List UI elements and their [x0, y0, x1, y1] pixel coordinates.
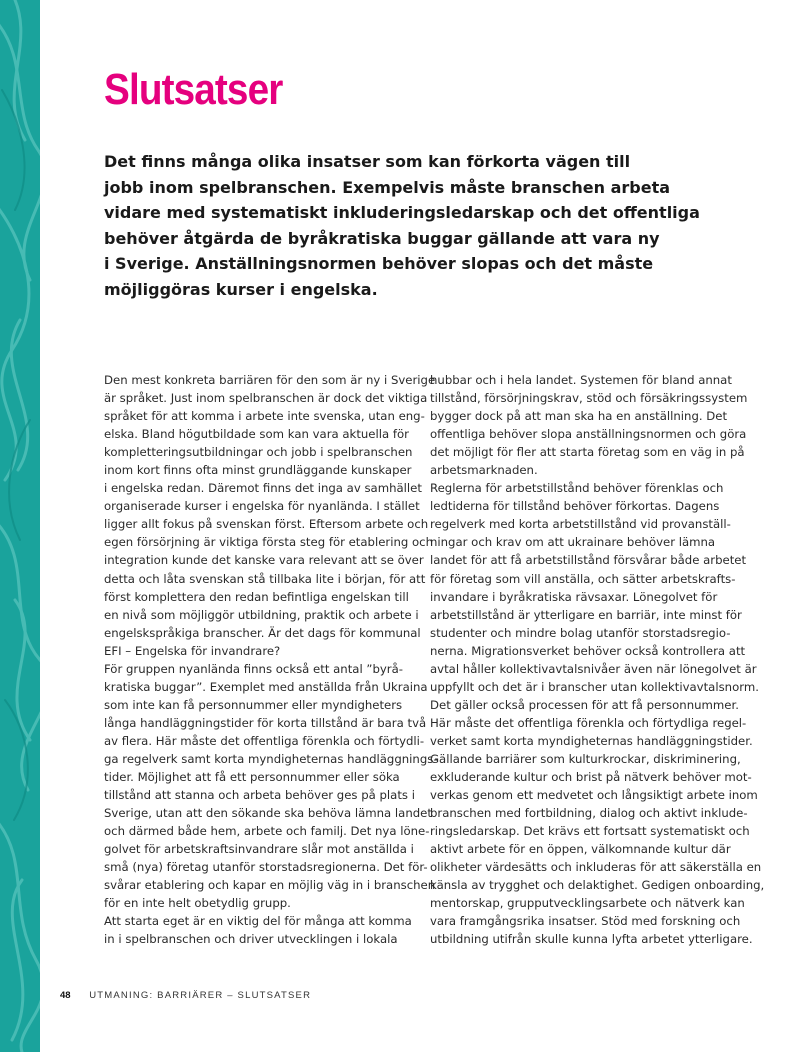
- body-line: För gruppen nyanlända finns också ett antal ”byrå-: [104, 661, 403, 676]
- body-line: kompletteringsutbildningar och jobb i spelbranschen: [104, 445, 413, 460]
- body-line: ligger allt fokus på svenskan först. Eftersom arbete och: [104, 517, 429, 532]
- lead-line: möjliggöras kurser i engelska.: [104, 279, 378, 299]
- body-line: arbetstillstånd är ytterligare en barriär, inte minst för: [430, 607, 742, 622]
- body-line: tillstånd, försörjningskrav, stöd och försäkringssystem: [430, 391, 748, 406]
- body-line: organiserade kurser i engelska för nyanlända. I stället: [104, 499, 420, 514]
- body-line: engelskspråkiga branscher. Är det dags för kommunal: [104, 625, 421, 640]
- body-line: svårar etablering och kapar en möjlig väg in i branschen: [104, 878, 436, 893]
- lead-paragraph: [104, 149, 724, 302]
- body-column-left: [104, 371, 438, 949]
- body-line: är språket. Just inom spelbranschen är dock det viktiga: [104, 391, 428, 406]
- body-column-right: [430, 371, 765, 949]
- body-line: först komplettera den redan befintliga engelskan till: [104, 589, 409, 604]
- body-line: som inte kan få personnummer eller myndigheters: [104, 697, 403, 712]
- body-line: arbetsmarknaden.: [430, 463, 538, 478]
- body-line: ga regelverk samt korta myndigheternas handläggnings-: [104, 751, 438, 766]
- body-line: Att starta eget är en viktig del för många att komma: [104, 914, 412, 929]
- body-line: branschen med fortbildning, dialog och aktivt inklude-: [430, 806, 748, 821]
- lead-line: vidare med systematiskt inkluderingsledarskap och det offentliga: [104, 203, 700, 222]
- page-footer: [60, 990, 311, 1001]
- body-line: olikheter värdesätts och inkluderas för att säkerställa en: [430, 860, 762, 875]
- body-line: ledtiderna för tillstånd behöver förkortas. Dagens: [430, 499, 720, 514]
- body-line: landet för att få arbetstillstånd försvårar både arbetet: [430, 553, 747, 568]
- body-line: vara framgångsrika insatser. Stöd med forskning och: [430, 914, 741, 929]
- body-line: Gällande barriärer som kulturkrockar, diskriminering,: [430, 751, 741, 766]
- body-line: Sverige, utan att den sökande ska behöva lämna landet: [104, 806, 432, 821]
- body-line: in i spelbranschen och driver utvecklingen i lokala: [104, 932, 398, 947]
- body-line: elska. Bland högutbildade som kan vara aktuella för: [104, 427, 409, 442]
- decorative-sidebar: [0, 0, 40, 1052]
- body-line: Här måste det offentliga förenkla och förtydliga regel-: [430, 715, 747, 730]
- body-line: tillstånd att stanna och arbeta behöver ges på plats i: [104, 788, 415, 803]
- body-line: Det gäller också processen för att få personnummer.: [430, 697, 739, 712]
- body-line: EFI – Engelska för invandrare?: [104, 643, 281, 658]
- page-number: 48: [60, 990, 71, 1001]
- body-line: offentliga behöver slopa anställningsnormen och göra: [430, 427, 747, 442]
- lead-line: i Sverige. Anställningsnormen behöver slopas och det måste: [104, 254, 654, 273]
- body-line: i engelska redan. Däremot finns det inga av samhället: [104, 481, 422, 496]
- body-line: och därmed både hem, arbete och familj. Det nya löne-: [104, 824, 430, 839]
- body-line: för företag som vill anställa, och sätter arbetskrafts-: [430, 571, 736, 586]
- body-line: språket för att komma i arbete inte svenska, utan eng-: [104, 409, 425, 424]
- body-line: ningar och krav om att ukrainare behöver lämna: [430, 535, 716, 550]
- body-line: integration kunde det kanske vara relevant att se över: [104, 553, 424, 568]
- body-line: aktivt arbete för en öppen, välkomnande kultur där: [430, 842, 731, 857]
- body-line: nerna. Migrationsverket behöver också kontrollera att: [430, 643, 746, 658]
- body-line: uppfyllt och det är i branscher utan kollektivavtalsnorm.: [430, 679, 759, 694]
- body-line: inom kort finns ofta minst grundläggande kunskaper: [104, 463, 412, 478]
- swirl-pattern-icon: [0, 0, 40, 1052]
- body-line: golvet för arbetskraftsinvandrare slår mot anställda i: [104, 842, 414, 857]
- body-line: Reglerna för arbetstillstånd behöver förenklas och: [430, 481, 724, 496]
- body-line: ringsledarskap. Det krävs ett fortsatt systematiskt och: [430, 824, 750, 839]
- running-header: UTMANING: BARRIÄRER – SLUTSATSER: [89, 990, 312, 1001]
- body-line: små (nya) företag utanför storstadsregionerna. Det för-: [104, 860, 428, 875]
- body-line: studenter och mindre bolag utanför storstadsregio-: [430, 625, 731, 640]
- lead-line: Det finns många olika insatser som kan förkorta vägen till: [104, 152, 631, 171]
- body-line: för en inte helt obetydlig grupp.: [104, 896, 291, 911]
- body-line: verkas genom ett medvetet och långsiktigt arbete inom: [430, 788, 758, 803]
- body-line: det möjligt för fler att starta företag som en väg in på: [430, 445, 745, 460]
- body-line: utbildning utifrån skulle kunna lyfta arbetet ytterligare.: [430, 932, 753, 947]
- body-line: Den mest konkreta barriären för den som är ny i Sverige: [104, 373, 436, 387]
- body-line: verket samt korta myndigheternas handläggningstider.: [430, 733, 753, 748]
- page-title: Slutsatser: [104, 65, 283, 114]
- body-line: avtal håller kollektivavtalsnivåer även när lönegolvet är: [430, 661, 757, 676]
- lead-line: behöver åtgärda de byråkratiska buggar gällande att vara ny: [104, 228, 660, 248]
- body-line: mentorskap, grupputvecklingsarbete och nätverk kan: [430, 896, 745, 911]
- body-line: exkluderande kultur och brist på nätverk behöver mot-: [430, 770, 752, 785]
- body-line: långa handläggningstider för korta tillstånd är bara två: [104, 715, 427, 730]
- body-line: invandare i byråkratiska rävsaxar. Lönegolvet för: [430, 589, 718, 604]
- body-line: detta och låta svenskan stå tillbaka lite i början, för att: [104, 571, 426, 586]
- body-line: en nivå som möjliggör utbildning, praktik och arbete i: [104, 607, 419, 622]
- body-line: hubbar och i hela landet. Systemen för bland annat: [430, 373, 732, 387]
- body-line: egen försörjning är viktiga första steg för etablering och: [104, 535, 433, 550]
- body-line: regelverk med korta arbetstillstånd vid provanställ-: [430, 517, 731, 532]
- body-line: av flera. Här måste det offentliga förenkla och förtydli-: [104, 733, 425, 748]
- body-line: känsla av trygghet och delaktighet. Gedigen onboarding,: [430, 878, 765, 893]
- body-line: bygger dock på att man ska ha en anställning. Det: [430, 409, 728, 424]
- body-line: kratiska buggar”. Exemplet med anställda från Ukraina: [104, 679, 428, 694]
- body-line: tider. Möjlighet att få ett personnummer eller söka: [104, 770, 400, 785]
- lead-line: jobb inom spelbranschen. Exempelvis måste branschen arbeta: [104, 177, 671, 197]
